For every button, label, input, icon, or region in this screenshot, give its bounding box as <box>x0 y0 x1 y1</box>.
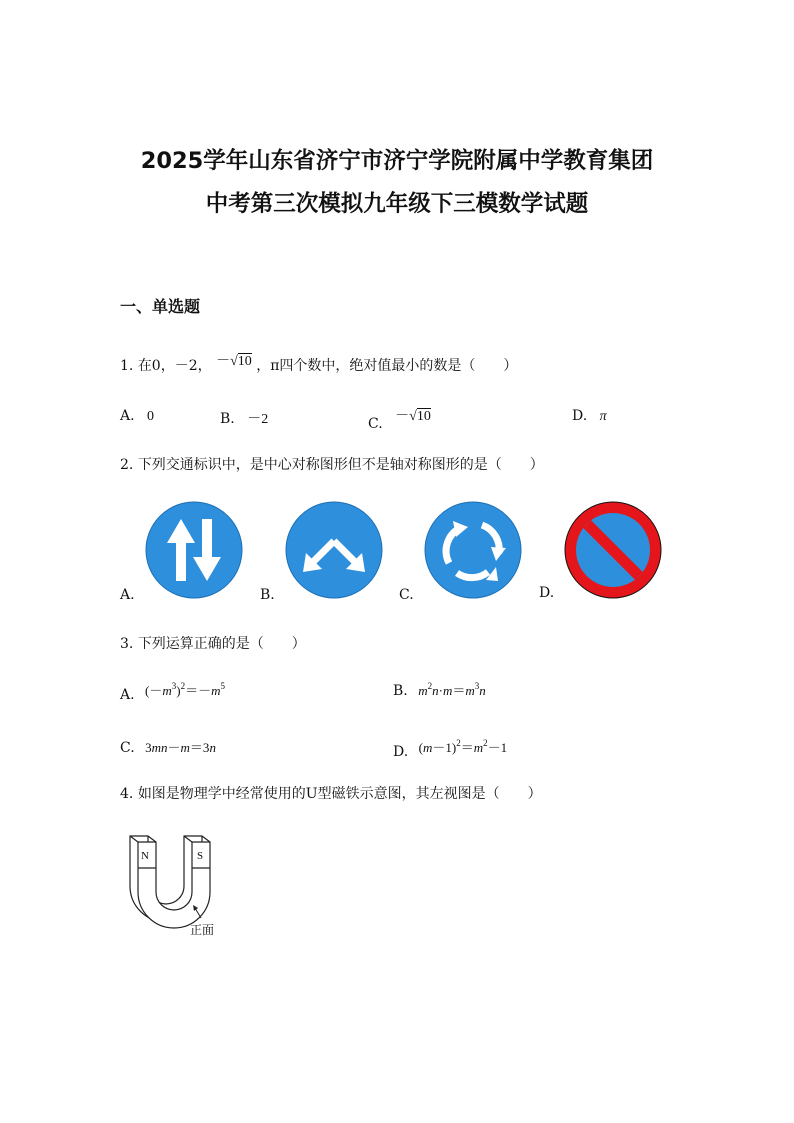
option-letter: B. <box>393 683 408 699</box>
question-stem: 下列运算正确的是（ ） <box>137 636 306 652</box>
radical-sign: － <box>216 354 231 369</box>
option-letter: C. <box>120 740 135 756</box>
question-radical: －√10 <box>216 354 252 369</box>
option-letter: A. <box>120 687 135 703</box>
option-text: 0 <box>147 409 155 424</box>
roundabout-sign-icon <box>424 501 522 599</box>
q1-option-b[interactable] <box>220 408 268 428</box>
question-number: 4. <box>120 786 134 802</box>
option-letter: D. <box>572 408 588 424</box>
question-3 <box>120 633 306 653</box>
question-stem-prefix: 在0，－2， <box>137 358 212 374</box>
option-letter: A. <box>120 408 135 424</box>
option-text: π <box>599 409 607 424</box>
question-number: 2. <box>120 457 134 473</box>
q1-option-c[interactable] <box>368 405 431 432</box>
option-radical: －√10 <box>395 409 431 424</box>
question-1 <box>120 355 517 375</box>
option-letter: C. <box>368 416 383 432</box>
question-number: 3. <box>120 636 134 652</box>
q3-option-b[interactable] <box>393 680 486 699</box>
two-way-arrows-sign-icon <box>145 501 243 599</box>
option-formula: $(m-1)^2=m^2-1$ <box>418 738 508 755</box>
radicand: 10 <box>237 354 252 369</box>
document-title-line-1: 2025学年山东省济宁市济宁学院附属中学教育集团 <box>140 148 654 174</box>
question-number: 1. <box>120 358 134 374</box>
q2-option-a[interactable]: A. <box>120 587 135 603</box>
q2-option-d[interactable]: D. <box>539 585 555 601</box>
q1-option-d[interactable] <box>572 408 607 425</box>
front-face-caption: 正面 <box>190 923 215 937</box>
q1-option-a[interactable] <box>120 408 154 425</box>
diverging-arrows-sign-icon <box>285 501 383 599</box>
q3-option-d[interactable] <box>393 737 508 760</box>
option-letter: D. <box>393 744 409 760</box>
question-stem: 下列交通标识中，是中心对称图形但不是轴对称图形的是（ ） <box>137 457 544 473</box>
option-formula: $(-m^3)^2=-m^5$ <box>145 681 225 698</box>
option-text: －2 <box>247 412 269 427</box>
question-stem-suffix: ，π四个数中，绝对值最小的数是（ ） <box>256 358 518 374</box>
no-parking-sign-icon <box>564 501 662 599</box>
question-2 <box>120 454 544 474</box>
document-title-line-2: 中考第三次模拟九年级下三模数学试题 <box>205 191 589 217</box>
u-magnet-figure <box>118 828 228 943</box>
option-letter: B. <box>220 411 235 427</box>
radical-sign: － <box>395 409 410 424</box>
section-heading: 一、单选题 <box>120 297 201 316</box>
q2-option-c[interactable]: C. <box>399 587 414 603</box>
south-pole-label: S <box>197 850 204 862</box>
radicand: 10 <box>416 409 431 424</box>
option-formula: $m^2n\cdot m=m^3n$ <box>418 681 486 698</box>
q2-option-b[interactable]: B. <box>260 587 275 603</box>
option-formula: 3mn－m＝3n <box>145 740 216 755</box>
north-pole-label: N <box>141 850 149 862</box>
question-stem: 如图是物理学中经常使用的U型磁铁示意图，其左视图是（ ） <box>137 786 542 802</box>
question-4 <box>120 783 542 803</box>
q3-option-a[interactable] <box>120 680 225 703</box>
q3-option-c[interactable] <box>120 737 216 756</box>
